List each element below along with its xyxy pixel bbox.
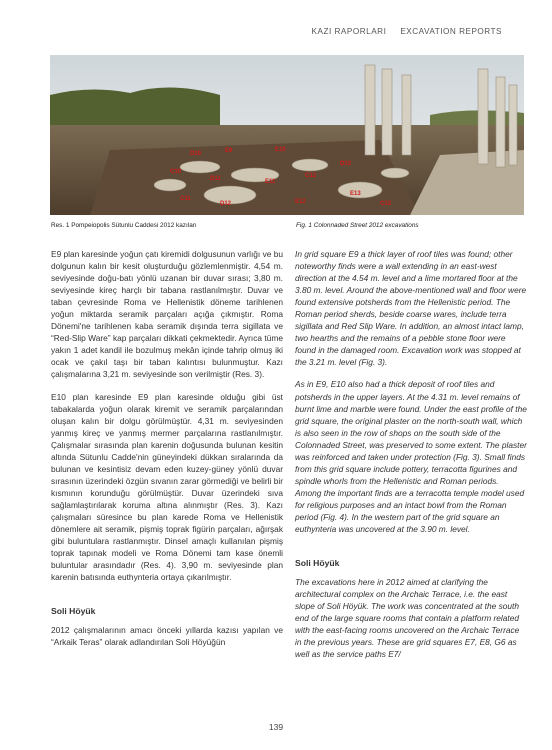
grid-label: D11 xyxy=(210,176,221,182)
grid-label: D12 xyxy=(220,201,232,207)
english-paragraph-2: As in E9, E10 also had a thick deposit of roof tiles and potsherds in the upper layers. At the 4.31 m. level remains of burnt lime and marble were found. Under the east profile of the grid square, the original plaster on the north-south wall, which is also seen in the row of shops on the south side of the Colonnaded Street, was preserved to some extent. The plaster was reinforced and taken under protection (Fig. 3). Small finds from this grid square include pottery, terracotta figurines and spindle whorls from the Hellenistic and Roman periods. Among the important finds are a terracotta temple model used for religious purposes and an intact bowl from the Roman period (Fig. 4). In the western part of the grid square an euthynteria was uncovered at the 3.90 m. level. xyxy=(295,379,527,535)
grid-label: D10 xyxy=(190,151,202,157)
excavation-photo-illustration xyxy=(50,55,524,215)
english-column xyxy=(295,248,527,670)
grid-label: D13 xyxy=(340,161,352,167)
turkish-paragraph-2: E10 plan karesinde E9 plan karesinde olduğu gibi üst tabakalarda yoğun olarak kiremit ve seramik parçalarından oluşan kalın bir dolgu görülmüştür. 4,31 m. seviyesinden yanmış kireç ve yanmış mermer parçalarına rastlanılmıştır. Çalışmalar sırasında plan karenin doğusunda bulunan kesitin altında Sütunlu Cadde'nin güneyindeki dükkan sıralarında da bulunan ve kesintisiz devam eden kuzey-güney yönlü duvar sırasının üzerindeki özgün sıvanın zarar görmediği ve belirli bir kısmının korunduğu görülmüştür. Duvar üzerindeki sıva sağlamlaştırılarak koruma altına alınmıştır (Res. 3). Kazı çalışmaları süresince bu plan karede Roma ve Hellenistik dönemlere ait seramik, pişmiş toprak figürin parçaları, ağırşak gibi buluntulara rastlanmıştır. Dinsel amaçlı kullanılan pişmiş toprak tapınak modeli ve Roma Dönemi tam kase önemli buluntular arasındadır (Res. 4). 3,90 m. seviyesinde plan karenin batısında euthynteria ortaya çıkarılmıştır. xyxy=(51,391,283,583)
grid-label: C11 xyxy=(180,196,191,202)
english-paragraph-1: In grid square E9 a thick layer of roof tiles was found; other noteworthy finds were a wall extending in an east-west direction at the 4.54 m. level and a lime mortared floor at the 3.80 m. level. Around the above-mentioned wall and floor were found extensive potsherds from the Hellenistic period. The Roman period sherds, beside coarse wares, include terra sigillata and Red Slip Ware. In addition, an almost intact lamp, two hearths and the remains of a pebble stone floor were found in the damaged room. Excavation work was stopped at the 3.21 m. level (Fig. 3). xyxy=(295,249,527,368)
english-paragraph-3: The excavations here in 2012 aimed at clarifying the architectural complex on the Archaic Terrace, i.e. the east slope of Soli Höyük. The work was concentrated at the south end of the large square rooms that contain a platform related with the east-facing rooms uncovered on the Archaic Terrace in the previous years. These are grid squares E7, E8, G6 as well as the service paths E7/ xyxy=(295,577,520,660)
caption-english: Fig. 1 Colonnaded Street 2012 excavations xyxy=(296,222,419,229)
turkish-paragraph-3: 2012 çalışmalarının amacı önceki yıllarda kazısı yapılan ve “Arkaik Teras” olarak adlandırılan Soli Höyüğün xyxy=(51,625,283,648)
grid-label: E13 xyxy=(350,191,361,197)
turkish-paragraph-1: E9 plan karesinde yoğun çatı kiremidi dolgusunun varlığı ve bu dolgunun kalın bir kesit oluşturduğu gözlemlenmiştir. 4,54 m. seviyesinde doğu-batı yönlü uzanan bir duvar sırası; 3,80 m. seviyesinde kireç harçlı bir tabana rastlanılmıştır. Duvar ve taban çevresinde Roma ve Hellenistik döneme tarihlenen yoğun miktarda seramik parçaları açığa çıkmıştır. Roma Dönemi'ne tarihlenen kaba seramik dışında terra sigillata ve “Red-Slip Ware” kap parçaları dikkati çekmektedir. Ayrıca tüme yakın 1 adet kandil ile bozulmuş mekân içinde tahrip olmuş iki ocak ve çakıl taşı bir taban kalıntısı bulunmuştur. Kazı çalışmalarına 3,21 m. seviyesinde son verilmiştir (Res. 3). xyxy=(51,249,283,380)
grid-label: C10 xyxy=(170,169,182,175)
header-right: EXCAVATION REPORTS xyxy=(400,27,502,36)
grid-label: E9 xyxy=(225,148,233,154)
grid-label: E12 xyxy=(295,199,306,205)
grid-label: C12 xyxy=(305,173,317,179)
turkish-section-heading: Soli Höyük xyxy=(51,606,96,617)
grid-label: E11 xyxy=(265,179,276,185)
excavation-photo xyxy=(50,55,524,215)
page-number: 139 xyxy=(268,722,284,732)
english-section-heading: Soli Höyük xyxy=(295,558,340,569)
grid-label: C13 xyxy=(380,201,392,207)
grid-label: E10 xyxy=(275,147,286,153)
header-left: KAZI RAPORLARI xyxy=(311,27,387,36)
turkish-column xyxy=(51,248,283,658)
caption-turkish: Res. 1 Pompeiopolis Sütunlu Caddesi 2012 kazıları xyxy=(51,222,197,229)
running-header xyxy=(312,27,502,36)
